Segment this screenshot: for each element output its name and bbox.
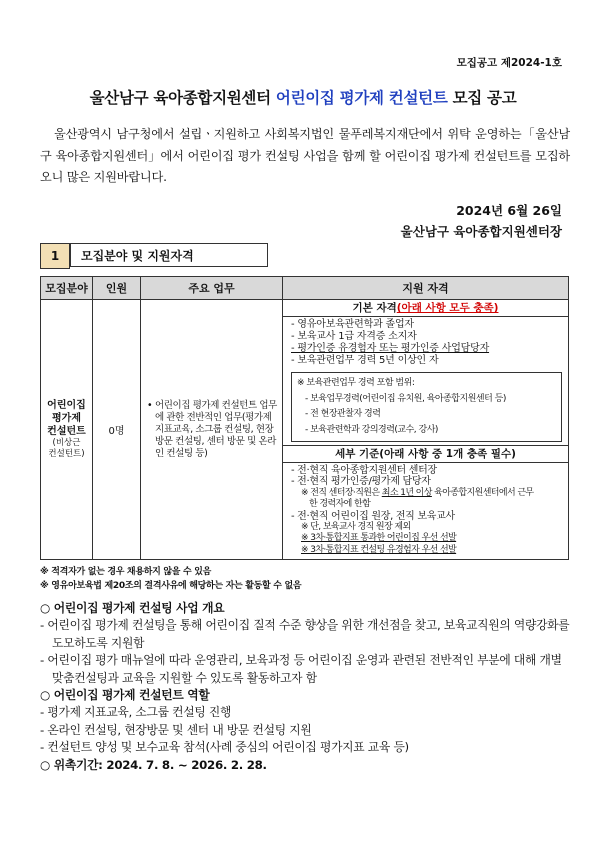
footnote-1: ※ 적격자가 없는 경우 채용하지 않을 수 있음: [40, 567, 211, 577]
table-header-row: [41, 277, 569, 300]
title-part-1: 울산남구 육아종합지원센터: [89, 89, 276, 107]
overview-heading: ○ 어린이집 평가제 컨설팅 사업 개요: [40, 601, 225, 615]
section-title: 모집분야 및 지원자격: [70, 243, 268, 267]
field-line-1: 어린이집: [47, 400, 86, 411]
list-item: - 보육관련업무 경력 5년 이상인 자: [291, 355, 439, 366]
detail-criteria-heading: 세부 기준(아래 사항 중 1개 충족 필수): [283, 445, 568, 463]
role-item: - 온라인 컨설팅, 현장방문 및 센터 내 방문 컨설팅 지원: [40, 722, 312, 737]
notice-number: 모집공고 제2024-1호: [456, 57, 562, 69]
basic-qualification-list: [283, 317, 568, 369]
title-part-3: 모집 공고: [447, 89, 517, 107]
announcement-date: 2024년 6월 26일: [456, 203, 562, 218]
role-item: - 컨설턴트 양성 및 보수교육 참석(사례 중심의 어린이집 평가지표 교육 등): [40, 740, 409, 755]
basic-head-condition: (아래 사항 모두 충족): [396, 302, 499, 314]
header-people: 인원: [93, 277, 141, 300]
note-item: ※ 3차·통합지표 통과한 어린이집 우선 선발: [301, 533, 457, 544]
header-qualification: 지원 자격: [283, 277, 569, 300]
basic-head-label: 기본 자격: [352, 302, 397, 314]
recruitment-table: [40, 276, 569, 560]
note-item: ※ 3차·통합지표 컨설팅 유경험자 우선 선발: [301, 544, 457, 555]
experience-scope-box: [291, 372, 562, 442]
title-highlight: 어린이집 평가제 컨설턴트: [275, 89, 448, 107]
organization-signature: 울산남구 육아종합지원센터장: [400, 224, 562, 239]
field-cell: [41, 300, 93, 560]
box-title: ※ 보육관련업무 경력 포함 범위:: [297, 378, 415, 388]
section-number: 1: [40, 243, 70, 269]
field-sub-2: 컨설턴트): [48, 449, 85, 459]
note-text: ※ 전직 센터장·직원은: [301, 487, 382, 498]
note-item: [291, 488, 562, 499]
table-row: [41, 300, 569, 560]
note-item: 한 경력자에 한함: [309, 499, 371, 510]
duty-cell: [141, 300, 283, 560]
overview-item: - 어린이집 평가제 컨설팅을 통해 어린이집 질적 수준 향상을 위한 개선점을 찾고, 보육교직원의 역량강화를 도모하도록 지원함: [40, 618, 570, 650]
appointment-period: ○ 위촉기간: 2024. 7. 8. ~ 2026. 2. 28.: [40, 757, 267, 772]
header-field: 모집분야: [41, 277, 93, 300]
qualification-cell: [283, 300, 569, 560]
page-title: [0, 86, 606, 108]
intro-paragraph: 울산광역시 남구청에서 설립ㆍ지원하고 사회복지법인 물푸레복지재단에서 위탁 운영하는「울산남구 육아종합지원센터」에서 어린이집 평가 컨설팅 사업을 함께 할 어린이집 평가제 컨설턴트를 모집하오니 많은 지원바랍니다.: [40, 127, 570, 184]
list-item: - 보육관련학과 강의경력(교수, 강사): [305, 424, 438, 435]
list-item: - 전·현직 평가인증/평가제 담당자: [291, 476, 431, 488]
footnote-2: ※ 영유아보육법 제20조의 결격사유에 해당하는 자는 활동할 수 없음: [40, 581, 302, 591]
list-item: - 보육교사 1급 자격증 소지자: [291, 331, 417, 342]
field-line-2: 평가제: [52, 413, 81, 424]
list-item: - 평가인증 유경험자 또는 평가인증 사업담당자: [291, 343, 490, 354]
list-item: - 영유아보육관련학과 졸업자: [291, 319, 414, 330]
program-overview: [40, 600, 570, 774]
people-count: 0명: [93, 300, 141, 560]
list-item: - 전·현직 어린이집 원장, 전직 보육교사: [291, 510, 455, 522]
overview-item: - 어린이집 평가 매뉴얼에 따라 운영관리, 보육과정 등 어린이집 운영과 관련된 전반적인 부분에 대해 개별 맞춤컨설팅과 교육을 지원할 수 있도록 활동하고자 함: [40, 653, 562, 685]
detail-criteria-list: [283, 463, 568, 558]
list-item: - 전·현직 육아종합지원센터 센터장: [291, 465, 437, 476]
field-line-3: 컨설턴트: [47, 426, 86, 437]
duty-text: 어린이집 평가제 컨설턴트 업무에 관한 전반적인 업무(평가제 지표교육, 소그룹 컨설팅, 현장방문 컨설팅, 센터 방문 및 온라인 컨설팅 등): [155, 399, 277, 459]
bullet-icon: •: [147, 399, 153, 411]
note-item: ※ 단, 보육교사 경직 원장 제외: [301, 522, 411, 533]
list-item: - 보육업무경력(어린이집 유치원, 육아종합지원센터 등): [305, 393, 506, 404]
role-heading: ○ 어린이집 평가제 컨설턴트 역할: [40, 688, 210, 703]
basic-qualification-heading: [283, 300, 568, 317]
role-item: - 평가제 지표교육, 소그룹 컨설팅 진행: [40, 705, 232, 720]
field-sub-1: (비상근: [52, 438, 81, 448]
header-duty: 주요 업무: [141, 277, 283, 300]
list-item: - 전 현장관찰자 경력: [305, 409, 381, 419]
note-underlined: 최소 1년 이상: [381, 487, 432, 498]
note-text: 육아종합지원센터에서 근무: [431, 487, 534, 498]
